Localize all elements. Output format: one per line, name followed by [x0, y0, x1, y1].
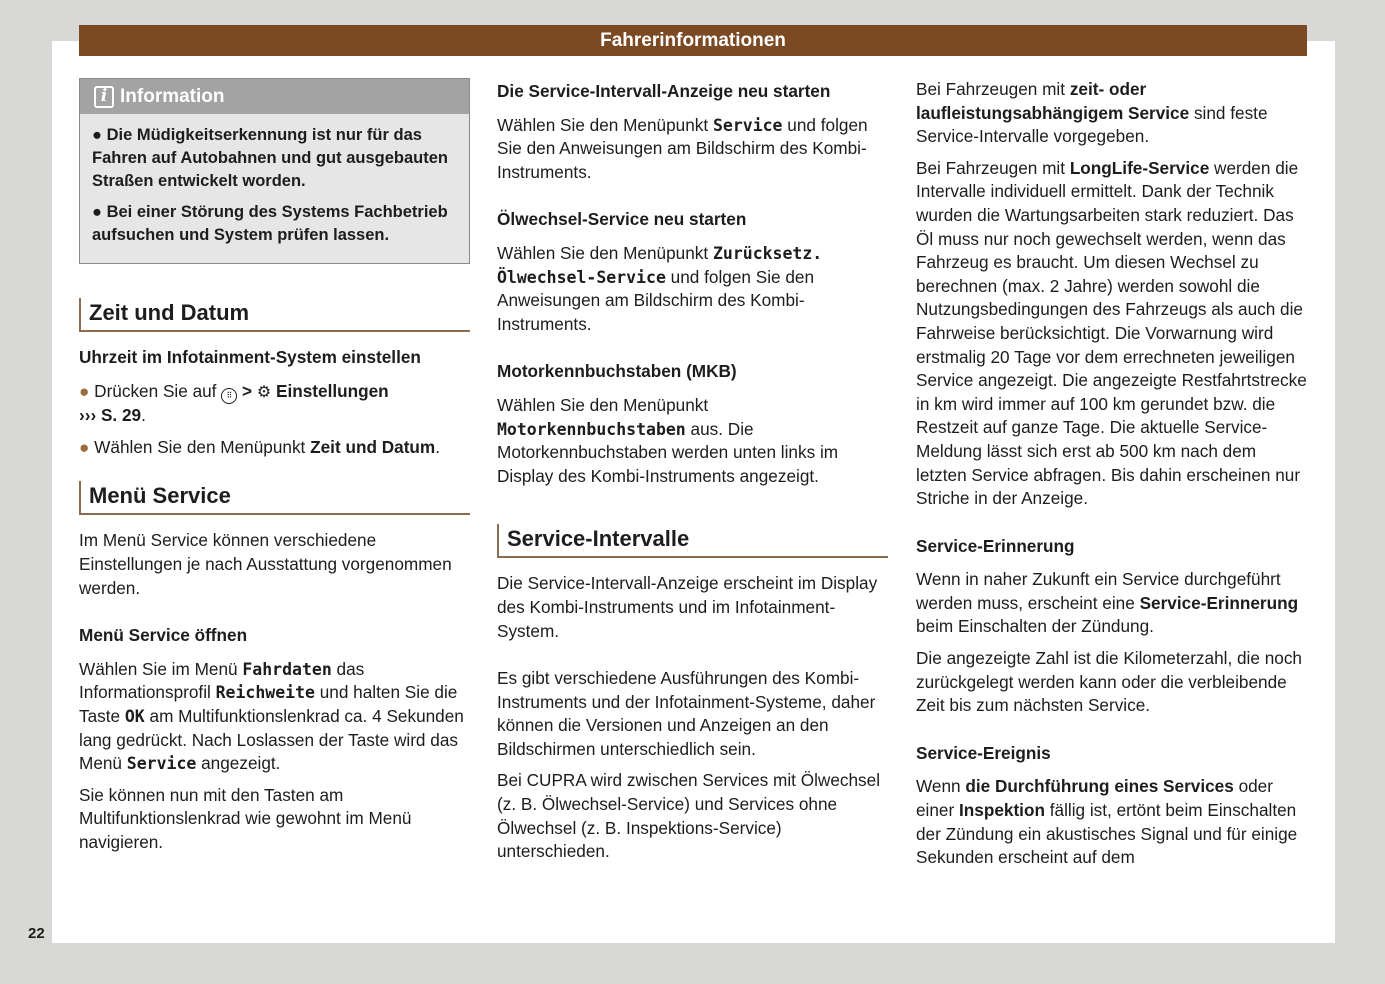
- paragraph: [497, 114, 888, 185]
- punct: .: [141, 405, 146, 426]
- subheading-ereignis: Service-Ereignis: [916, 742, 1051, 763]
- text: das Informationsprofil: [79, 658, 365, 703]
- text: Wählen Sie im Menü: [79, 658, 238, 679]
- paragraph: [79, 658, 470, 776]
- paragraph: [916, 775, 1307, 869]
- display-term: Fahrdaten: [242, 659, 332, 679]
- display-term: Zurücksetz. Ölwechsel-Service: [497, 243, 823, 287]
- emphasis: die Durchführung eines Services: [965, 776, 1234, 797]
- info-item: ● Bei einer Störung des Systems Fachbetrieb aufsuchen und System prüfen lassen.: [92, 203, 448, 244]
- punct: .: [435, 436, 440, 457]
- text: sind feste Service-Intervalle vorgegeben.: [916, 102, 1268, 147]
- text: Wählen Sie den Menüpunkt: [497, 114, 709, 135]
- paragraph: [916, 157, 1307, 511]
- text: angezeigt.: [201, 753, 281, 774]
- text: und halten Sie die Taste: [79, 682, 458, 726]
- column-1: [79, 78, 470, 863]
- display-term: Service: [712, 115, 783, 135]
- text: Wählen Sie den Menüpunkt: [497, 394, 709, 415]
- step-2: [79, 436, 470, 460]
- paragraph: Die angezeigte Zahl ist die Kilometerzahl, die noch zurückgelegt werden kann oder die verbleibende Zeit bis zum nächsten Service.: [916, 648, 1302, 716]
- display-term: Service: [126, 754, 197, 774]
- separator: >: [242, 380, 253, 401]
- subheading-oil: Ölwechsel-Service neu starten: [497, 209, 747, 230]
- display-term: Motorkennbuchstaben: [497, 419, 686, 439]
- paragraph: Es gibt verschiedene Ausführungen des Kombi-Instruments und der Infotainment-Systeme, daher können die Versionen und Anzeigen an den Bildschirmen unterschiedlich sein.: [497, 668, 876, 759]
- emphasis: LongLife-Service: [1069, 157, 1210, 178]
- text: und folgen Sie den Anweisungen am Bildschirm des Kombi-Instruments.: [497, 266, 815, 334]
- subheading-restart: Die Service-Intervall-Anzeige neu starten: [497, 81, 831, 101]
- page-reference-link[interactable]: S. 29: [100, 405, 142, 426]
- information-box: [79, 78, 470, 264]
- paragraph: Im Menü Service können verschiedene Einstellungen je nach Ausstattung vorgenommen werden.: [79, 530, 452, 598]
- emphasis: zeit- oder laufleistungsabhängigem Service: [916, 79, 1190, 123]
- bullet-icon: ●: [79, 436, 90, 457]
- settings-label: Einstellungen: [275, 380, 389, 401]
- step-text: Drücken Sie auf: [94, 380, 217, 401]
- section-title-zeit-datum: Zeit und Datum: [79, 298, 470, 332]
- text: aus. Die Motorkennbuchstaben werden unten links im Display des Kombi-Instruments angezeigt.: [497, 418, 839, 486]
- bullet-icon: ●: [79, 380, 90, 401]
- subheading-menu-oeffnen: Menü Service öffnen: [79, 625, 248, 646]
- text: fällig ist, ertönt beim Einschalten der Zündung ein akustisches Signal und für einige Sekunden erscheint auf dem: [916, 800, 1298, 868]
- reference-arrows-icon: ›››: [79, 405, 97, 426]
- paragraph: [916, 568, 1307, 639]
- subheading-mkb: Motorkennbuchstaben (MKB): [497, 361, 737, 382]
- emphasis: Service-Erinnerung: [1139, 592, 1299, 613]
- info-item-text: Bei einer Störung des Systems Fachbetrieb aufsuchen und System prüfen lassen.: [92, 203, 448, 244]
- text: am Multifunktionslenkrad ca. 4 Sekunden lang gedrückt. Nach Loslassen der Taste wird das Menü: [79, 705, 464, 774]
- display-term: Reichweite: [215, 683, 315, 703]
- paragraph: Sie können nun mit den Tasten am Multifunktionslenkrad wie gewohnt im Menü navigieren.: [79, 784, 412, 852]
- text: Bei Fahrzeugen mit: [916, 79, 1066, 99]
- emphasis: Inspektion: [959, 800, 1045, 821]
- paragraph: [916, 78, 1307, 149]
- text: Bei Fahrzeugen mit: [916, 157, 1066, 178]
- info-item-text: Die Müdigkeitserkennung ist nur für das Fahren auf Autobahnen und gut ausgebauten Straßen entwickelt worden.: [92, 126, 448, 190]
- paragraph: Bei CUPRA wird zwischen Services mit Ölwechsel (z. B. Ölwechsel-Service) und Services ohne Ölwechsel (z. B. Inspektions-Service) unterschieden.: [497, 770, 881, 862]
- page-number: 22: [28, 925, 45, 942]
- info-item: ● Die Müdigkeitserkennung ist nur für das Fahren auf Autobahnen und gut ausgebauten Straßen entwickelt worden.: [92, 126, 448, 190]
- information-box-header: [80, 79, 469, 114]
- information-body: [80, 114, 469, 263]
- text: Wählen Sie den Menüpunkt: [497, 242, 709, 263]
- text: oder einer: [916, 776, 1273, 821]
- column-3: [916, 78, 1307, 878]
- column-2: [497, 78, 888, 872]
- gear-icon: ⚙: [256, 383, 272, 401]
- information-title: Information: [120, 85, 225, 107]
- apps-button-icon: ⠿: [221, 388, 237, 404]
- text: beim Einschalten der Zündung.: [916, 616, 1154, 637]
- section-title-service-intervalle: Service-Intervalle: [497, 524, 888, 558]
- text: und folgen Sie den Anweisungen am Bildschirm des Kombi-Instruments.: [497, 114, 868, 182]
- paragraph: [497, 394, 888, 488]
- step-text: Wählen Sie den Menüpunkt: [94, 436, 306, 457]
- menu-item-label: Zeit und Datum: [310, 436, 436, 457]
- subheading-uhrzeit: Uhrzeit im Infotainment-System einstellen: [79, 347, 421, 367]
- paragraph: [497, 242, 888, 336]
- subheading-erinnerung: Service-Erinnerung: [916, 535, 1075, 556]
- ok-button-symbol: OK: [124, 706, 145, 726]
- section-title-menu-service: Menü Service: [79, 481, 470, 515]
- paragraph: Die Service-Intervall-Anzeige erscheint im Display des Kombi-Instruments und im Infotainment-System.: [497, 573, 878, 641]
- step-1: [79, 380, 470, 428]
- text: werden die Intervalle individuell ermittelt. Dank der Technik wurden die Wartungsarbeiten stark reduziert. Das Öl muss nur noch gewechselt werden, wenn das Fahrzeug es braucht. Um diesen Wechsel zu berechnen (max. 2 Jahre) werden sowohl die Nutzungsbedingungen des Fahrzeugs als auch die Fahrweise berücksichtigt. Die Vorwarnung wird erstmalig 20 Tage vor dem errechneten jeweiligen Service angezeigt. Die angezeigte Restfahrtstrecke in km wird immer auf 100 km gerundet bzw. die Restzeit auf ganze Tage. Die aktuelle Service-Meldung lässt sich erst ab 500 km nach dem letzten Service abfragen. Bis dahin erscheinen nur Striche in der Anzeige.: [916, 157, 1307, 509]
- info-icon: i: [94, 86, 114, 108]
- text: Wenn in naher Zukunft ein Service durchgeführt werden muss, erscheint eine: [916, 569, 1281, 613]
- text: Wenn: [916, 776, 961, 797]
- chapter-header: Fahrerinformationen: [79, 25, 1307, 56]
